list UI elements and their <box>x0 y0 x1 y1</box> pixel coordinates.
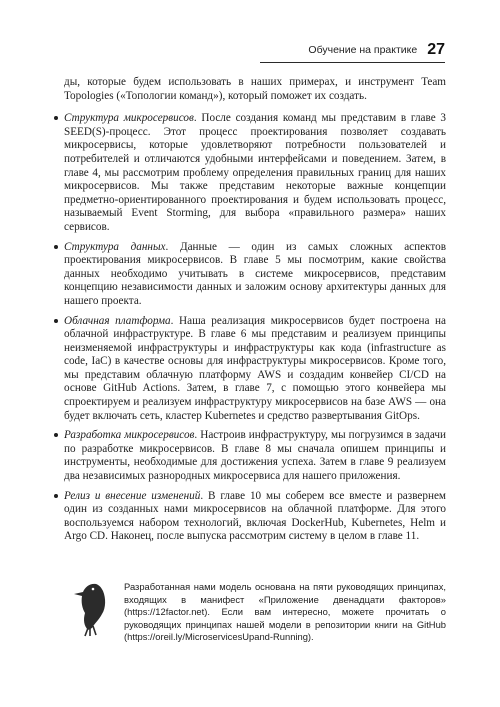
section-title: Обучение на практике <box>308 44 418 56</box>
list-item <box>64 429 446 483</box>
item-text: . Наша реализация микросервисов будет построена на облачной инфраструктуре. В главе 6 мы представим и реализуем принципы неизменяемой инфраструктуры и инфраструктуры как кода (infrastructure as code, IaC) в качестве основы для инфраструктуры микросервисов. Кроме того, мы представим облачную платформу AWS и создадим конвейер CI/CD на основе GitHub Actions. Затем, в главе 7, с помощью этого конвейера мы спроектируем и реализуем инфраструктуру микросервисов на базе AWS — она будет включать сеть, кластер Kubernetes и средство развертывания GitOps. <box>64 314 446 422</box>
item-title: Структура микросервисов <box>64 112 194 125</box>
bullet-icon <box>54 433 58 437</box>
running-header <box>260 38 445 63</box>
list-item <box>64 315 446 424</box>
page-number: 27 <box>427 41 445 58</box>
list-item <box>64 241 446 309</box>
item-title: Структура данных <box>64 240 166 253</box>
item-text: . В главе 10 мы соберем все вместе и развернем один из созданных нами микросервисов на облачной платформе. Для этого воспользуемся набором технологий, включая DockerHub, Kubernetes, Helm и Argo CD. Наконец, после выпуска рассмотрим систему в целом в главе 11. <box>64 489 446 543</box>
note-text: Разработанная нами модель основана на пяти руководящих принципах, входящих в манифест «Приложение двенадцати факторов» (https://12factor.net). Если вам интересно, можете прочитать о руководящих принципах нашей модели в репозитории книги на GitHub (https://oreil.ly/MicroservicesUpand-Running). <box>124 581 446 643</box>
item-title: Облачная платформа <box>64 314 171 327</box>
list-item <box>64 112 446 234</box>
main-text <box>64 76 446 550</box>
intro-paragraph: ды, которые будем использовать в наших примерах, и инструмент Team Topologies («Топологии команд»), который поможет их создать. <box>64 76 446 102</box>
bullet-icon <box>54 319 58 323</box>
note-block <box>64 572 446 642</box>
bullet-icon <box>54 245 58 249</box>
bullet-icon <box>54 116 58 120</box>
crow-icon <box>66 578 116 638</box>
list-item <box>64 490 446 544</box>
bullet-icon <box>54 494 58 498</box>
topic-list <box>64 112 446 544</box>
item-title: Разработка микросервисов <box>64 429 195 442</box>
item-text: . Данные — один из самых сложных аспектов проектирования микросервисов. В главе 5 мы посмотрим, какие свойства данных необходимо учитывать в системе микросервисов, представим концепцию независимости данных и заложим основу архитектуры данных для нашего проекта. <box>64 240 446 307</box>
item-text: . Настроив инфраструктуру, мы погрузимся в задачи по разработке микросервисов. В главе 8 мы сначала опишем принципы и инструменты, необходимые для достижения успеха. Затем в главе 9 реализуем два независимых разнородных микросервиса для нашего приложения. <box>64 429 446 483</box>
item-text: . После создания команд мы представим в главе 3 SEED(S)-процесс. Этот процесс проектирования позволяет создавать микросервисы, которые удовлетворяют потребности пользователей и потребителей и отличаются удобными интерфейсами и поведением. Затем, в главе 4, мы рассмотрим проблему определения правильных границ для наших микросервисов. Мы также представим некоторые важные концепции предметно-ориентированного проектирования и будем использовать процесс, называемый Event Storming, для выбора «правильного размера» наших сервисов. <box>64 112 446 233</box>
item-title: Релиз и внесение изменений <box>64 489 201 502</box>
